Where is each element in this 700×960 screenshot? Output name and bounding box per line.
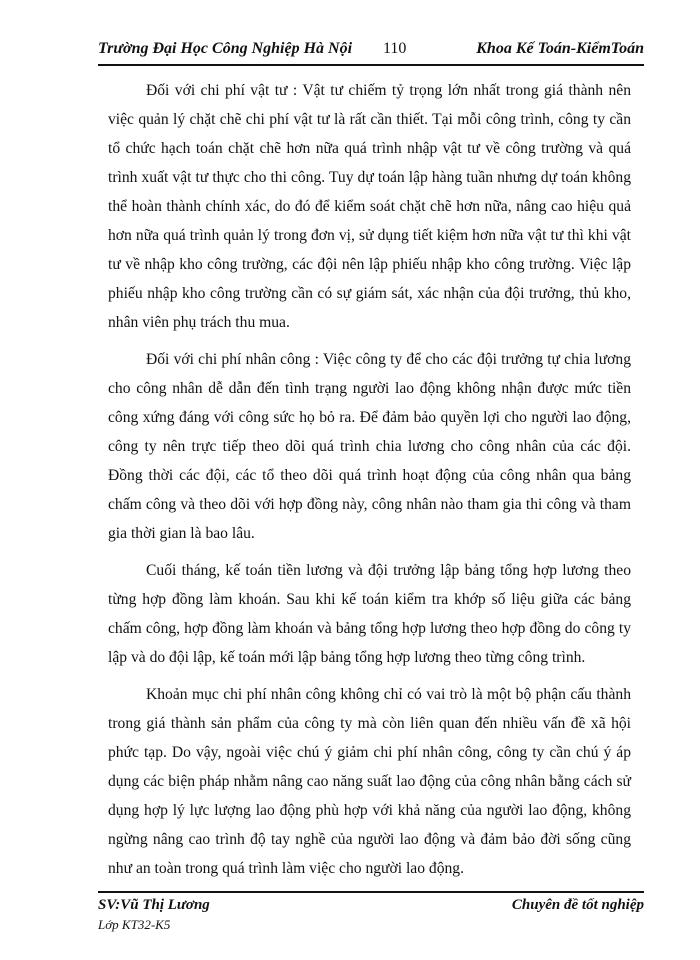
- page-number: 110: [383, 40, 407, 57]
- paragraph-month-end: Cuối tháng, kế toán tiền lương và đội trưởng lập bảng tổng hợp lương theo từng hợp đồng làm khoán. Sau khi kế toán kiểm tra khớp số liệu giữa các bảng chấm công, hợp đồng làm khoán và bảng tổng hợp lương theo hợp đồng do công ty lập và do đội lập, kế toán mới lập bảng tổng hợp lương theo từng công trình.: [108, 562, 631, 666]
- faculty-name: Khoa Kế Toán-KiểmToán: [476, 40, 644, 57]
- paragraph-labor-item: Khoản mục chi phí nhân công không chỉ có vai trò là một bộ phận cấu thành trong giá thành sản phẩm của công ty mà còn liên quan đến nhiều vấn đề xã hội phức tạp. Do vậy, ngoài việc chú ý giảm chi phí nhân công, công ty cần chú ý áp dụng các biện pháp nhằm nâng cao năng suất lao động của công nhân bằng cách sử dụng hợp lý lực lượng lao động phù hợp với khả năng của người lao động, không ngừng nâng cao trình độ tay nghề của người lao động và đảm bảo đời sống cũng như an toàn trong quá trình làm việc cho người lao động.: [108, 686, 631, 877]
- paragraph-material-cost: Đối với chi phí vật tư : Vật tư chiếm tỷ trọng lớn nhất trong giá thành nên việc quản lý chặt chẽ chi phí vật tư là rất cần thiết. Tại mỗi công trình, công ty cần tổ chức hạch toán chặt chẽ hơn nữa quá trình nhập vật tư về công trường và quá trình xuất vật tư thực cho thi công. Tuy dự toán lập hàng tuần nhưng dự toán không thể hoàn thành chính xác, do đó để kiểm soát chặt chẽ hơn nữa, nâng cao hiệu quả hơn nữa quá trình quản lý trong đơn vị, sử dụng tiết kiệm hơn nữa vật tư thì khi vật tư về nhập kho công trường, các đội nên lập phiếu nhập kho công trường. Việc lập phiếu nhập kho công trường cần có sự giám sát, xác nhận của đội trưởng, thủ kho, nhân viên phụ trách thu mua.: [108, 82, 631, 331]
- document-body: [108, 76, 631, 891]
- thesis-topic: Chuyên đề tốt nghiệp: [511, 897, 644, 913]
- footer-divider: [98, 891, 644, 893]
- student-name: SV:Vũ Thị Lương: [98, 897, 210, 913]
- paragraph-labor-cost: Đối với chi phí nhân công : Việc công ty để cho các đội trưởng tự chia lương cho công nhân dễ dẫn đến tình trạng người lao động không nhận được mức tiền công xứng đáng với công sức họ bỏ ra. Để đảm bảo quyền lợi cho người lao động, công ty nên trực tiếp theo dõi quá trình chia lương cho công nhân của các đội. Đồng thời các đội, các tổ theo dõi quá trình hoạt động của công nhân qua bảng chấm công và theo dõi với hợp đồng này, công nhân nào tham gia thi công và tham gia thời gian là bao lâu.: [108, 351, 631, 542]
- school-name: Trường Đại Học Công Nghiệp Hà Nội: [98, 40, 353, 57]
- class-name: Lớp KT32-K5: [98, 917, 171, 932]
- page-footer: [98, 897, 644, 945]
- page-header: [98, 40, 644, 64]
- header-divider: [98, 64, 644, 66]
